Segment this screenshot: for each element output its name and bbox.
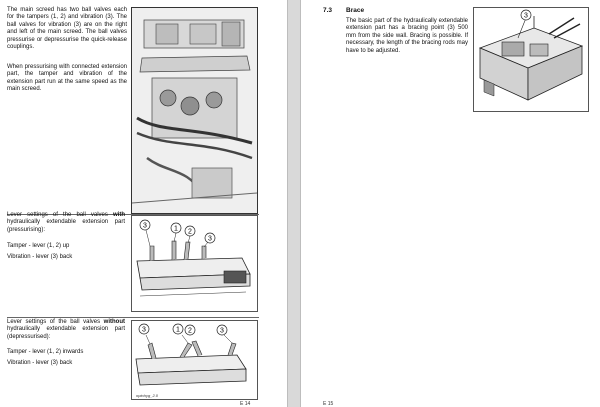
right-page-number: E 15 [323, 401, 334, 407]
right-page [300, 0, 600, 407]
without-line-tamper: Tamper - lever (1, 2) inwards [7, 349, 84, 355]
brace-callout-3 [521, 10, 531, 20]
left-page [0, 0, 288, 407]
with-lever-figure [131, 215, 258, 312]
without-intro-bold: without [103, 319, 125, 325]
with-callout-3a [140, 220, 150, 230]
without-lever-figure [131, 320, 258, 400]
separator-2 [7, 317, 259, 318]
without-figure-caption: optohyg_2.0 [136, 393, 159, 398]
with-line-tamper: Tamper - lever (1, 2) up [7, 243, 70, 249]
without-callout-2 [185, 325, 195, 335]
with-intro-after: hydraulically extendable extension part (pressurising): [7, 219, 125, 233]
with-intro [7, 212, 125, 234]
with-lever-drawing [132, 216, 257, 311]
without-callout-3b [217, 325, 227, 335]
svg-text:1: 1 [176, 326, 180, 334]
without-line-vibration: Vibration - lever (3) back [7, 360, 73, 366]
section-number: 7.3 [323, 7, 333, 14]
without-lever-drawing [132, 321, 257, 399]
svg-text:3: 3 [208, 235, 212, 243]
without-intro-before: Lever settings of the ball valves [7, 319, 104, 325]
with-callout-2 [185, 226, 195, 236]
brace-drawing [474, 8, 588, 111]
section-title: Brace [346, 7, 365, 14]
brace-paragraph: The basic part of the hydraulically extendable extension part has a bracing point (3) 500 mm from the side wall. Bracing is possible. If necessary, the length of the bracing rods may have to be adjusted. [346, 18, 468, 54]
with-callout-3b [205, 233, 215, 243]
brace-figure [473, 7, 589, 112]
without-callout-1 [173, 324, 183, 334]
left-page-number: E 14 [240, 401, 251, 407]
without-intro [7, 319, 125, 341]
ball-valves-drawing [132, 8, 257, 213]
svg-text:3: 3 [143, 222, 147, 230]
without-intro-after: hydraulically extendable extension part (depressurised): [7, 326, 125, 340]
svg-text:3: 3 [220, 327, 224, 335]
svg-text:1: 1 [174, 225, 178, 233]
with-intro-before: Lever settings of the ball valves [7, 212, 113, 218]
svg-text:2: 2 [188, 327, 192, 335]
intro-paragraph: The main screed has two ball valves each for the tampers (1, 2) and vibration (3). The ball valves for vibration (3) are on the right and left of the main screed. The ball valves pressurise or depressurise the quick-release couplings. [7, 7, 127, 51]
ball-valves-photo [131, 7, 258, 214]
with-intro-bold: with [113, 212, 125, 218]
with-line-vibration: Vibration - lever (3) back [7, 254, 73, 260]
svg-text:3: 3 [524, 12, 528, 20]
with-callout-1 [171, 223, 181, 233]
without-callout-3a [139, 324, 149, 334]
pressurising-paragraph: When pressurising with connected extension part, the tamper and vibration of the extension part run at the same speed as the main screed. [7, 64, 127, 93]
svg-text:3: 3 [142, 326, 146, 334]
svg-text:2: 2 [188, 228, 192, 236]
